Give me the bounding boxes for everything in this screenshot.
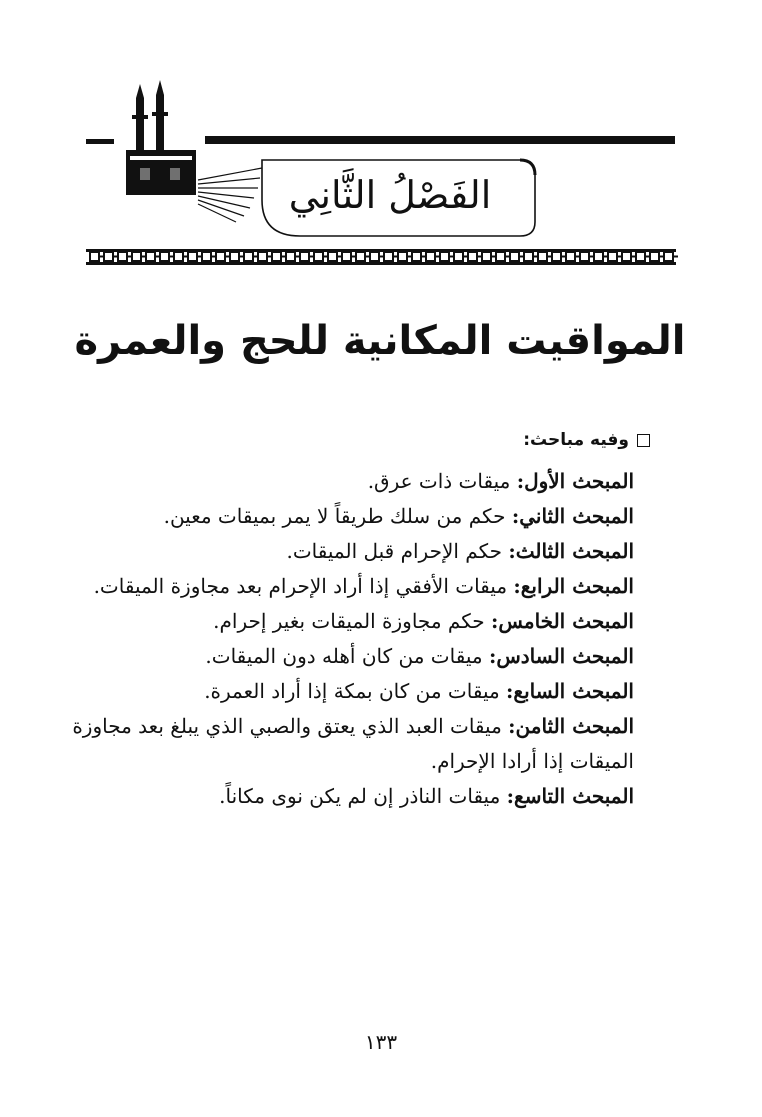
chain-link: [454, 252, 463, 261]
top-rule: [205, 136, 675, 144]
chain-link: [664, 252, 673, 261]
chain-link: [580, 252, 589, 261]
section-list: [74, 464, 634, 814]
chain-link: [314, 252, 323, 261]
chain-link: [132, 252, 141, 261]
chain-link: [412, 252, 421, 261]
chapter-label: الفَصْلُ الثَّانِي: [288, 173, 492, 217]
chain-link: [622, 252, 631, 261]
section-item: المبحث الأول: ميقات ذات عرق.: [367, 469, 634, 493]
page-title: المواقيت المكانية للحج والعمرة: [74, 318, 686, 364]
section-item: المبحث الثاني: حكم من سلك طريقاً لا يمر بميقات معين.: [163, 504, 634, 528]
section-item: المبحث الثامن: ميقات العبد الذي يعتق والصبي الذي يبلغ بعد مجاوزة الميقات إذا أرادا الإحرام.: [72, 714, 634, 773]
section-item: المبحث السادس: ميقات من كان أهله دون الميقات.: [205, 644, 634, 668]
chain-link: [398, 252, 407, 261]
section-item: المبحث التاسع: ميقات الناذر إن لم يكن نوى مكاناً.: [219, 784, 634, 808]
chain-border: [86, 249, 678, 265]
kaaba-icon: [126, 80, 262, 222]
chain-link: [258, 252, 267, 261]
chain-link: [90, 252, 99, 261]
chain-link: [146, 252, 155, 261]
chain-link: [104, 252, 113, 261]
section-item: المبحث السابع: ميقات من كان بمكة إذا أراد العمرة.: [204, 679, 634, 703]
chain-link: [608, 252, 617, 261]
chain-link: [510, 252, 519, 261]
chain-link: [566, 252, 575, 261]
chain-link: [468, 252, 477, 261]
chain-link: [482, 252, 491, 261]
chain-link: [496, 252, 505, 261]
section-item: المبحث الخامس: حكم مجاوزة الميقات بغير إحرام.: [213, 609, 634, 633]
checkbox-square-icon: [637, 434, 650, 447]
intro-line: [523, 430, 650, 450]
chain-link: [524, 252, 533, 261]
chain-link: [552, 252, 561, 261]
chain-link: [594, 252, 603, 261]
chain-link: [118, 252, 127, 261]
chain-link: [370, 252, 379, 261]
chain-link: [230, 252, 239, 261]
intro-text: وفيه مباحث:: [523, 430, 629, 450]
section-item: المبحث الثالث: حكم الإحرام قبل الميقات.: [286, 539, 634, 563]
chain-link: [272, 252, 281, 261]
chain-link: [650, 252, 659, 261]
left-rule: [86, 139, 114, 144]
chain-link: [188, 252, 197, 261]
chain-link: [174, 252, 183, 261]
chain-link: [216, 252, 225, 261]
chain-link: [636, 252, 645, 261]
chain-link: [440, 252, 449, 261]
chain-link: [300, 252, 309, 261]
chain-link: [160, 252, 169, 261]
section-item: المبحث الرابع: ميقات الأفقي إذا أراد الإحرام بعد مجاوزة الميقات.: [93, 574, 634, 598]
chain-link: [342, 252, 351, 261]
chain-link: [426, 252, 435, 261]
page-number: ١٣٣: [364, 1030, 398, 1054]
chain-link: [384, 252, 393, 261]
chain-link: [286, 252, 295, 261]
chain-link: [538, 252, 547, 261]
chain-link: [244, 252, 253, 261]
chapter-header-ornament: [0, 0, 762, 300]
chain-link: [356, 252, 365, 261]
chain-link: [328, 252, 337, 261]
chain-link: [202, 252, 211, 261]
